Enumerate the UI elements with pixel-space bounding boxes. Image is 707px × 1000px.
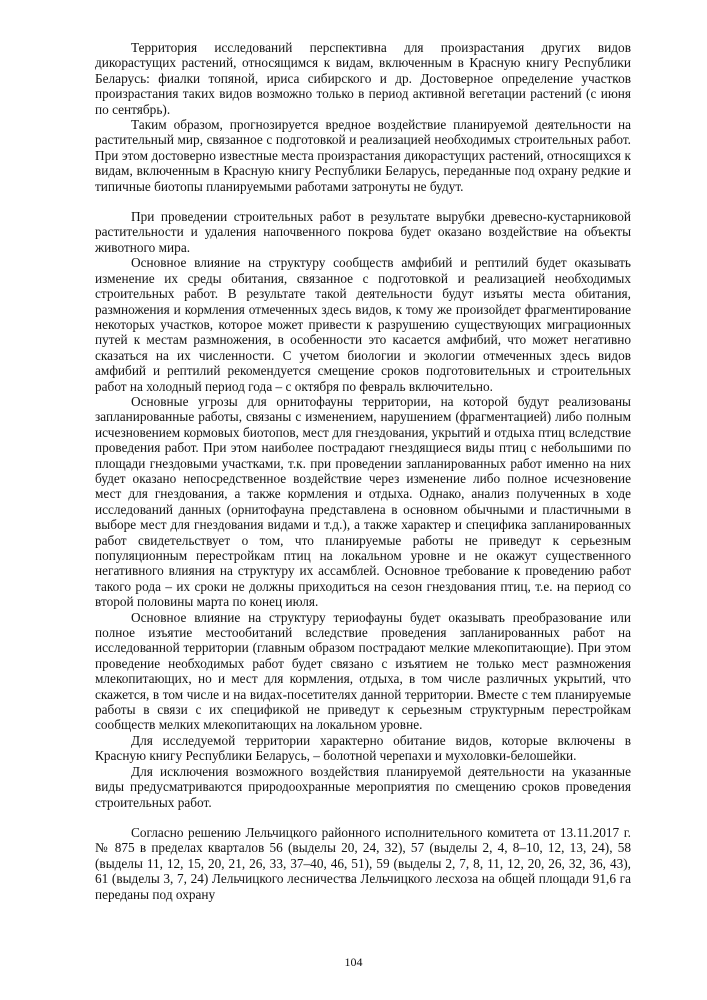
paragraph-red-book-species: Для исследуемой территории характерно обитание видов, которые включены в Красную книгу Республики Беларусь, – болотной черепахи и мухоловки-белошейки. [95,732,631,764]
paragraph-rare-plants: Территория исследований перспективна для произрастания других видов дикорастущих растений, относящимся к видам, включенным в Красную книгу Республики Беларусь: фиалки топяной, ириса сибирского и др. Достоверное определение участков произрастания таких видов возможно только в период активной вегетации растений (с июня по сентябрь). [95,40,631,117]
paragraph-protection-measures: Для исключения возможного воздействия планируемой деятельности на указанные виды предусматриваются природоохранные мероприятия по смещению сроков проведения строительных работ. [95,763,631,810]
paragraph-birds: Основные угрозы для орнитофауны территории, на которой будут реализованы запланированные работы, связаны с изменением, нарушением (фрагментацией) либо полным исчезновением кормовых биотопов, мест для гнездования, укрытий и отдыха птиц вследствие проведения работ. При этом наиболее пострадают гнездящиеся виды птиц с небольшими по площади гнездовыми участками, т.к. при проведении запланированных работ именно на них будет оказано непосредственное воздействие через изменение либо полное исчезновение мест для гнездования, а также кормления и отдыха. Однако, анализ полученных в ходе исследований данных (орнитофауна представлена в основном обычными и пластичными в выборе мест для гнездования видами и т.д.), а также характер и специфика запланированных работ свидетельствует о том, что планируемые работы не приведут к серьезным популяционным перестройкам птиц на локальном уровне и не окажут существенного негативного влияния на структуру их ассамблей. Основное требование к проведению работ такого рода – их сроки не должны приходиться на сезон гнездования птиц, т.е. на период со второй половины марта по конец июля. [95,393,631,610]
paragraph-fauna-impact: При проведении строительных работ в результате вырубки древесно-кустарниковой растительности и удаления напочвенного покрова будет оказано воздействие на объекты животного мира. [95,209,631,255]
page-number: 104 [344,955,363,969]
paragraph-flora-impact: Таким образом, прогнозируется вредное воздействие планируемой деятельности на растительный мир, связанное с подготовкой и реализацией необходимых строительных работ. При этом достоверно известные места произрастания дикорастущих растений, относящихся к видам, включенным в Красную книгу Республики Беларусь, переданные под охрану редкие и типичные биотопы планируемыми работами затронуты не будут. [95,117,631,194]
paragraph-committee-decision: Согласно решению Лельчицкого районного исполнительного комитета от 13.11.2017 г. № 875 в пределах кварталов 56 (выделы 20, 24, 32), 57 (выделы 2, 4, 8–10, 12, 13, 24), 58 (выделы 11, 12, 15, 20, 21, 26, 33, 37–40, 46, 51), 59 (выделы 2, 7, 8, 11, 12, 20, 26, 32, 36, 43), 61 (выделы 3, 7, 24) Лельчицкого лесничества Лельчицкого лесхоза на общей площади 91,6 га переданы под охрану [95,824,631,902]
paragraph-amphibians-reptiles: Основное влияние на структуру сообществ амфибий и рептилий будет оказывать изменение их среды обитания, связанное с подготовкой и реализацией необходимых строительных работ. В результате такой деятельности будут изъяты места обитания, размножения и кормления отмеченных здесь видов, к тому же произойдет фрагментирование некоторых участков, которое может привести к разрушению существующих миграционных путей к местам размножения, в особенности это касается амфибий, что может негативно сказаться на их численности. С учетом биологии и экологии отмеченных здесь видов амфибий и рептилий рекомендуется смещение сроков подготовительных и строительных работ на холодный период года – с октября по февраль включительно. [95,255,631,394]
paragraph-mammals: Основное влияние на структуру териофауны будет оказывать преобразование или полное изъятие местообитаний вследствие проведения запланированных работ на исследованной территории (главным образом пострадают мелкие млекопитающие). При этом проведение необходимых работ будет связано с изъятием не только мест размножения млекопитающих, но и мест для кормления, отдыха, в том числе различных укрытий, что скажется, в том числе и на видах-посетителях данной территории. Вместе с тем планируемые работы в связи с их спецификой не приведут к серьезным структурным перестройкам сообществ мелких млекопитающих на локальном уровне. [95,609,631,733]
